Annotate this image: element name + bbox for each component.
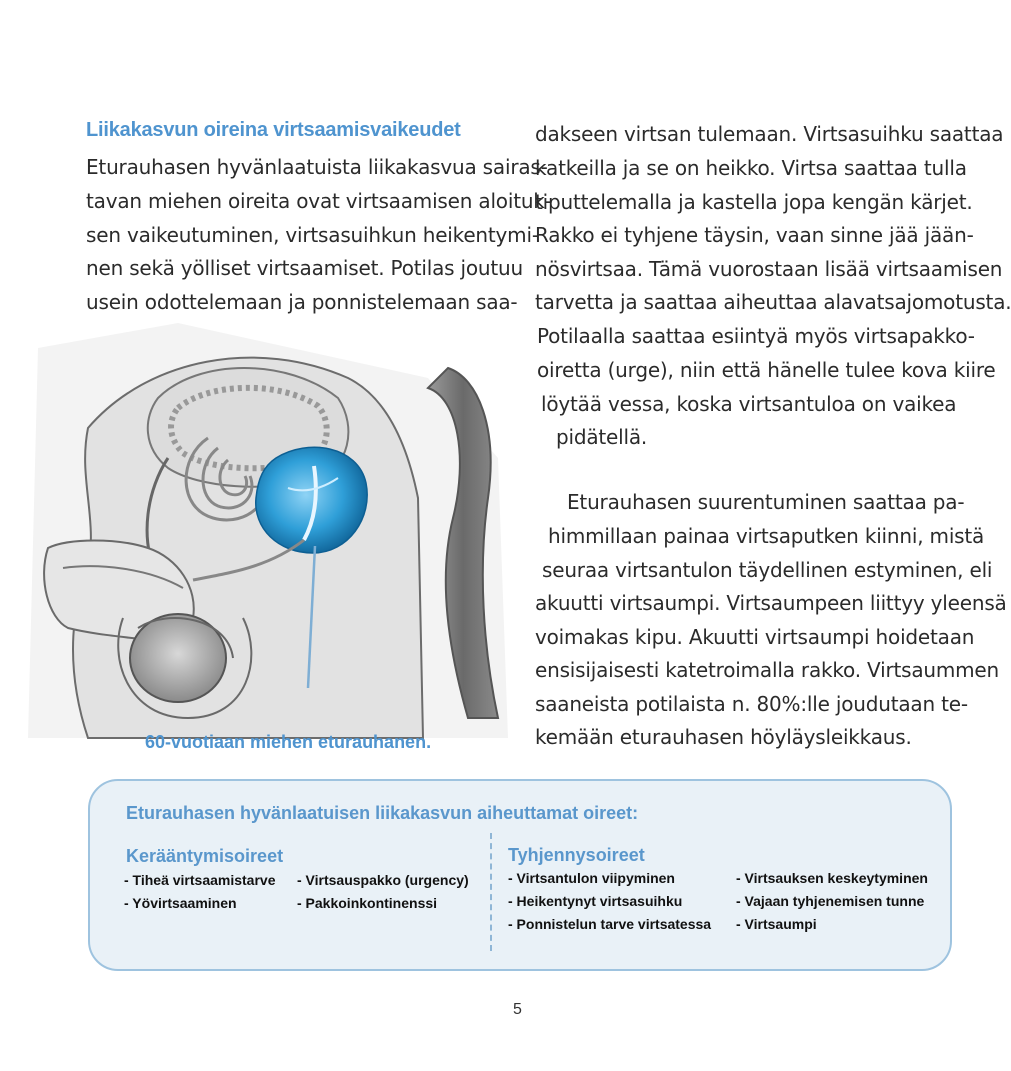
- right-text-line: oiretta (urge), niin että hänelle tulee kova kiire: [537, 358, 996, 382]
- illustration-caption: 60-vuotiaan miehen eturauhanen.: [145, 732, 432, 752]
- symptom-item: - Ponnistelun tarve virtsatessa: [508, 916, 712, 932]
- right-text-line: kemään eturauhasen höyläysleikkaus.: [535, 725, 912, 749]
- symptom-item: - Yövirtsaaminen: [124, 895, 237, 911]
- symptom-item: - Vajaan tyhjenemisen tunne: [736, 893, 925, 909]
- symptom-item: - Virtsaumpi: [736, 916, 817, 932]
- right-text-line: löytää vessa, koska virtsantuloa on vaikea: [541, 392, 957, 416]
- symptom-box: [88, 779, 952, 971]
- right-text-line: voimakas kipu. Akuutti virtsaumpi hoidetaan: [535, 625, 975, 649]
- right-text-line: tarvetta ja saattaa aiheuttaa alavatsajomotusta.: [535, 290, 1011, 314]
- symptom-item: - Virtsantulon viipyminen: [508, 870, 675, 886]
- symptom-item: - Tiheä virtsaamistarve: [124, 872, 276, 888]
- right-text-line: himmillaan painaa virtsaputken kiinni, mistä: [548, 524, 985, 548]
- right-text-line: saaneista potilaista n. 80%:lle joudutaan te-: [535, 692, 968, 716]
- right-text-line: seuraa virtsantulon täydellinen estyminen, eli: [542, 558, 993, 582]
- column-divider: [490, 833, 492, 951]
- right-text-line: Potilaalla saattaa esiintyä myös virtsapakko-: [537, 324, 975, 348]
- accumulation-symptoms-title: Kerääntymisoireet: [126, 846, 284, 866]
- left-text-line: nen sekä yölliset virtsaamiset. Potilas joutuu: [86, 256, 523, 280]
- left-text-line: tavan miehen oireita ovat virtsaamisen aloituk-: [86, 189, 552, 213]
- right-text-line: Eturauhasen suurentuminen saattaa pa-: [567, 490, 965, 514]
- symptom-item: - Virtsauspakko (urgency): [297, 872, 469, 888]
- symptom-item: - Virtsauksen keskeytyminen: [736, 870, 928, 886]
- left-text-line: Eturauhasen hyvänlaatuista liikakasvua sairas-: [86, 155, 548, 179]
- right-text-line: ensisijaisesti katetroimalla rakko. Virtsaummen: [535, 658, 1000, 682]
- section-title: Liikakasvun oireina virtsaamisvaikeudet: [86, 119, 461, 141]
- right-text-line: nösvirtsaa. Tämä vuorostaan lisää virtsaamisen: [535, 257, 1003, 281]
- right-text-line: tiputtelemalla ja kastella jopa kengän kärjet.: [535, 190, 973, 214]
- page-number: 5: [513, 1001, 522, 1018]
- emptying-symptoms-title: Tyhjennysoireet: [508, 845, 645, 865]
- symptom-box-title: Eturauhasen hyvänlaatuisen liikakasvun aiheuttamat oireet:: [126, 803, 639, 823]
- right-text-line: katkeilla ja se on heikko. Virtsa saattaa tulla: [535, 156, 967, 180]
- left-text-line: sen vaikeutuminen, virtsasuihkun heikentymi-: [86, 223, 539, 247]
- right-text-line: pidätellä.: [556, 425, 648, 449]
- left-text-line: usein odottelemaan ja ponnistelemaan saa-: [86, 290, 518, 314]
- symptom-item: - Pakkoinkontinenssi: [297, 895, 438, 911]
- right-text-line: Rakko ei tyhjene täysin, vaan sinne jää jään-: [535, 223, 974, 247]
- symptom-item: - Heikentynyt virtsasuihku: [508, 893, 683, 909]
- prostate-illustration: [28, 318, 538, 743]
- right-text-line: akuutti virtsaumpi. Virtsaumpeen liittyy yleensä: [535, 591, 1007, 615]
- right-text-line: dakseen virtsan tulemaan. Virtsasuihku saattaa: [535, 122, 1004, 146]
